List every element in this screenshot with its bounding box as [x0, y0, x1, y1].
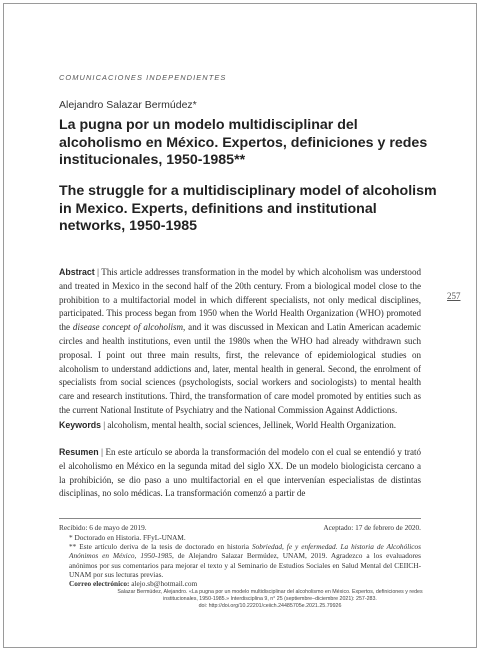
title-spanish: La pugna por un modelo multidisciplinar del alcoholismo en México. Expertos, definiciones y redes institucionales, 1950-1985** — [59, 117, 428, 169]
citation-doi[interactable]: doi: http://doi.org/10.22201/ceiich.24485705e.2021.25.79926 — [198, 603, 342, 610]
abstract-text-2: , and it was discussed in Mexican and Latin American academic circles and health institutions, even until the 1980s when the WHO had already withdrawn such proposal. I point out three main results, first, the relevance of epidemiological studies on alcoholism to understand addictions and, later, mental health in general. Second, the enrolment of specialists from social sciences (psychologists, social workers and sociologists) to mental health care and research institutions. Third, the transformation of care model promoted by entities such as the current National Institute of Psychiatry and the National Commission Against Addictions. — [59, 322, 421, 415]
resumen-text: | En este artículo se aborda la transformación del modelo con el cual se entendió y trató el alcoholismo en México en la segunda mitad del siglo XX. De un modelo biologicista cercano a la prohibición, se dio paso a uno multifactorial en el que intervenían especialistas de distintas disciplinas, no solo médicas. La transformación comenzó a partir de — [59, 447, 421, 499]
author-name: Alejandro Salazar Bermúdez* — [59, 99, 197, 111]
email-label: Correo electrónico: — [69, 579, 130, 588]
abstract-paragraph — [59, 266, 421, 418]
footnote-article-thesis-title: Sobriedad, fe y enfermedad. La historia de Alcohólicos Anónimos en México, 1950-1985 — [69, 542, 421, 561]
resumen-paragraph — [59, 446, 421, 501]
keywords-label: Keywords — [59, 420, 102, 430]
footnote-author: * Doctorado en Historia. FFyL-UNAM. — [69, 533, 186, 542]
keywords-paragraph — [59, 419, 421, 433]
footnote-article-text-2: , de Alejandro Salazar Bermúdez, UNAM, 2019. Agradezco a los evaluadores anónimos por sus comentarios para mejorar el texto y al Seminario de Estudios Sociales en Salud Mental del CEIICH-UNAM por sus lecturas previas. — [69, 551, 421, 580]
abstract-label: Abstract — [59, 267, 95, 277]
keywords-text: | alcoholism, mental health, social sciences, Jellinek, World Health Organization. — [101, 420, 396, 430]
accepted-date: Aceptado: 17 de febrero de 2020. — [323, 523, 421, 532]
footnote-article-text-1: ** Este artículo deriva de la tesis de doctorado en historia — [69, 542, 252, 551]
citation-block — [117, 589, 423, 611]
abstract-text-1: | This article addresses transformation in the model by which alcoholism was understood and treated in Mexico in the second half of the 20th century. From a biological model close to the prohibition to a multifactorial model in which different specialists, not only medical disciplines, participated. This process began from 1950 when the World Health Organization (WHO) promoted the — [59, 267, 421, 333]
page-number: 257 — [447, 291, 461, 301]
footnote-article — [69, 542, 421, 580]
received-date: Recibido: 6 de mayo de 2019. — [59, 523, 147, 532]
citation-reference: Salazar Bermúdez, Alejandro. «La pugna por un modelo multidisciplinar del alcoholismo en México. Expertos, definiciones y redes institucionales, 1950-1985.» Interdisciplina 9, n° 25 (septiembre–diciembre 2021): 257-283. — [117, 589, 423, 603]
title-english: The struggle for a multidisciplinary model of alcoholism in Mexico. Experts, definitions and institutional networks, 1950-1985 — [59, 183, 437, 235]
section-label: COMUNICACIONES INDEPENDIENTES — [59, 73, 227, 82]
email-address[interactable]: alejo.sb@hotmail.com — [129, 579, 198, 588]
dates-line — [59, 523, 421, 533]
footnote-email — [69, 579, 421, 588]
footnote-divider — [59, 518, 421, 519]
resumen-label: Resumen — [59, 447, 99, 457]
abstract-text-italic: disease concept of alcoholism — [72, 322, 184, 333]
